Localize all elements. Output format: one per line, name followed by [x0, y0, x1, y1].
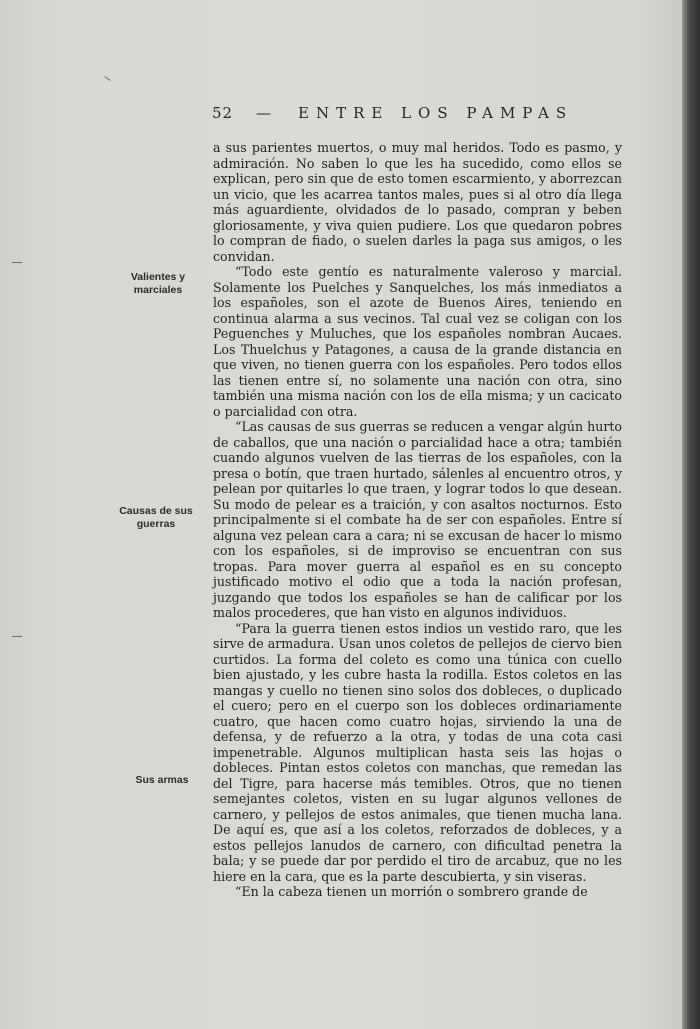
marginal-note-line: Sus armas [135, 774, 189, 786]
margin-mark [104, 76, 110, 81]
paragraph: “En la cabeza tienen un morrión o sombrero grande de [235, 884, 588, 899]
marginal-note-line: Valientes y [130, 271, 186, 283]
paragraph: “Las causas de sus guerras se reducen a vengar algún hurto de caballos, que una nación o parcialidad hace a otra; también cuando algunos vuelven de las tierras de los españoles, con la presa o botín, que traen hurtado, sálenles al encuentro otros, y pelean por quitarles lo que traen, y lograr todos lo que desean. Su modo de pelear es a traición, y con asaltos nocturnos. Esto principalmente si el combate ha de ser con españoles. Entre sí alguna vez pelean cara a cara; ni se excusan de hacer lo mismo con los españoles, si de improviso se encuentran con sus tropas. Para mover guerra al español es en su concepto justificado motivo el odio que a toda la nación profesan, juzgando que todos los españoles se han de calificar por los malos procederes, que han visto en algunos individuos. [213, 419, 622, 620]
header-dash: — [256, 104, 271, 122]
margin-mark [12, 262, 22, 263]
running-header [212, 104, 622, 128]
paragraph: “Para la guerra tienen estos indios un vestido raro, que les sirve de armadura. Usan unos coletos de pellejos de ciervo bien curtidos. La forma del coleto es como una túnica con cuello bien ajustado, y les cubre hasta la rodilla. Estos coletos en las mangas y cuello no tienen sino solos dos dobleces, o duplicado el cuero; pero en el cuerpo son los dobleces ordinariamente cuatro, que hacen como cuatro hojas, sirviendo la una de defensa, y de refuerzo a la otra, y todas de una cota casi impenetrable. Algunos multiplican hasta seis las hojas o dobleces. Pintan estos coletos con manchas, que remedan las del Tigre, para hacerse más temibles. Otros, que no tienen semejantes coletos, visten en su lugar algunos vellones de carnero, y pellejos de estos animales, que tienen mucha lana. De aquí es, que así a los coletos, reforzados de dobleces, y a estos pellejos lanudos de carnero, con dificultad penetra la bala; y se puede dar por perdido el tiro de arcabuz, que no les hiere en la cara, que es la parte descubierta, y sin viseras. [213, 620, 622, 884]
marginal-note-line: marciales [133, 284, 183, 296]
marginal-note-valientes [112, 271, 204, 297]
paragraph: “Todo este gentío es naturalmente valeroso y marcial. Solamente los Puelches y Sanquelches, los más inmediatos a los españoles, son el azote de Buenos Aires, teniendo en continua alarma a sus vecinos. Tal cual vez se coligan con los Peguenches y Muluches, que los españoles nombran Aucaes. Los Thuelchus y Patagones, a causa de la grande distancia en que viven, no tienen guerra con los españoles. Pero todos ellos las tienen entre sí, no solamente una nación con otra, sino también una misma nación con los de ella misma; y un cacicato o parcialidad con otra. [213, 264, 622, 419]
marginal-note-armas [116, 774, 208, 787]
page-number: 52 [212, 104, 234, 122]
marginal-note-causas [110, 505, 202, 531]
margin-mark [12, 636, 22, 637]
paragraph: a sus parientes muertos, o muy mal heridos. Todo es pasmo, y admiración. No saben lo que les ha sucedido, como ellos se explican, pero sin que de esto tomen escarmiento, y aborrezcan un vicio, que les acarrea tantos males, pues si al otro día llega más aguardiente, olvidados de lo pasado, compran y beben gloriosamente, y viva quien pudiere. Los que quedaron pobres lo compran de fiado, o suelen darles la paga sus amigos, o les convidan. [213, 140, 622, 264]
marginal-note-line: Causas de sus [119, 505, 193, 517]
running-title: ENTRE LOS PAMPAS [298, 104, 574, 122]
body-text [213, 140, 622, 900]
page-edge-shadow [682, 0, 700, 1029]
marginal-note-line: guerras [136, 518, 176, 530]
